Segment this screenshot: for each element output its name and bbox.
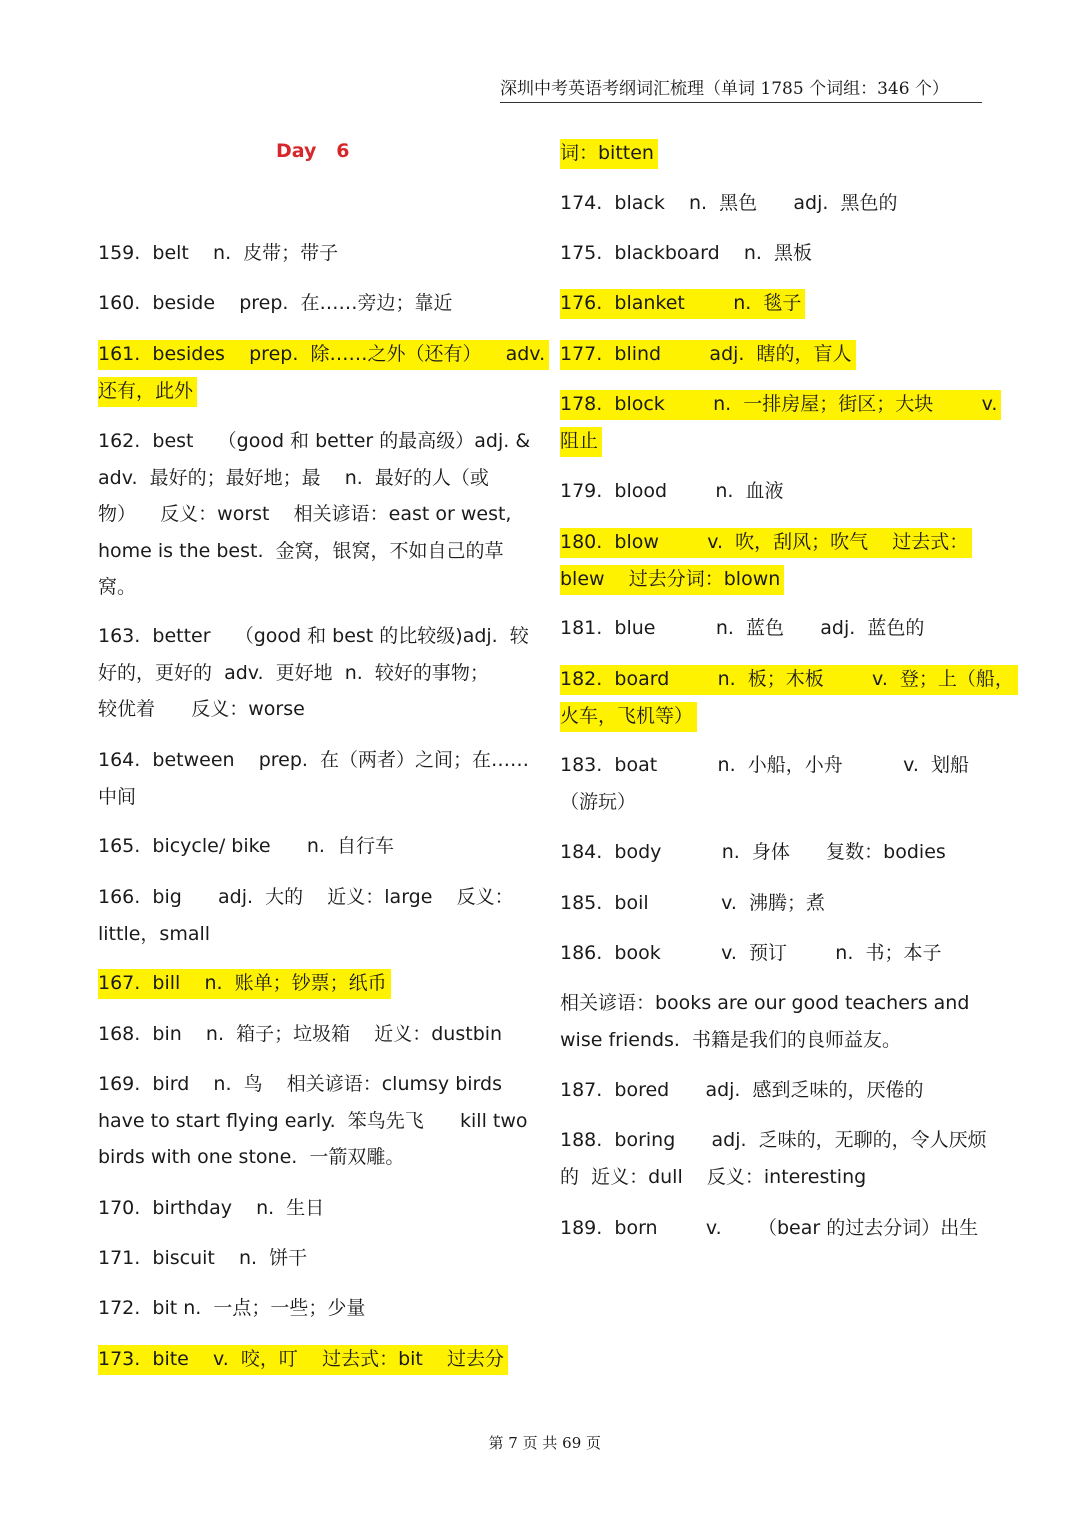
vocab-entry-text: 175. blackboard n. 黑板 [560, 242, 813, 264]
vocab-entry-text: 还有，此外 [98, 377, 197, 407]
vocab-entry [560, 661, 1018, 734]
vocab-entry [98, 1290, 365, 1327]
vocab-entry-text: 187. bored adj. 感到乏味的，厌倦的 [560, 1079, 924, 1101]
vocab-entry-text: 163. better （good 和 best 的比较级)adj. 较 [98, 625, 529, 647]
vocab-entry [98, 1341, 508, 1378]
vocab-entry-text: 188. boring adj. 乏味的，无聊的，令人厌烦 [560, 1129, 987, 1151]
vocab-entry-line [98, 569, 530, 606]
vocab-entry [98, 1190, 324, 1227]
vocab-entry-line [560, 473, 784, 510]
vocab-entry-line [98, 1139, 528, 1176]
vocab-entry [560, 285, 805, 322]
vocab-entry-line [560, 386, 1001, 423]
vocab-entry-text: 物） 反义：worst 相关谚语：east or west, [98, 503, 512, 525]
vocab-entry-line [560, 423, 1001, 460]
vocab-entry-line [560, 235, 812, 272]
vocab-entry [560, 524, 972, 597]
vocab-entry [560, 834, 946, 871]
vocab-entry-line [98, 423, 530, 460]
vocab-entry [98, 423, 530, 606]
vocab-entry-text: 184. body n. 身体 复数：bodies [560, 841, 946, 863]
vocab-entry [560, 386, 1001, 459]
vocab-entry-line [98, 655, 529, 692]
vocab-entry-line [98, 965, 391, 1002]
vocab-entry-line [560, 1072, 924, 1109]
vocab-entry-line [98, 336, 549, 373]
vocab-entry-line [98, 779, 529, 816]
vocab-entry-text: 170. birthday n. 生日 [98, 1197, 325, 1219]
vocab-entry [560, 885, 825, 922]
vocab-entry-text: 169. bird n. 鸟 相关谚语：clumsy birds [98, 1073, 502, 1095]
vocab-entry [98, 285, 453, 322]
vocab-entry-text: have to start flying early. 笨鸟先飞 kill two [98, 1109, 528, 1132]
vocab-entry-line [98, 1240, 307, 1277]
vocab-entry-text: 火车，飞机等） [560, 702, 697, 732]
vocab-entry-text: home is the best. 金窝，银窝，不如自己的草 [98, 539, 504, 562]
vocab-entry-text: 阻止 [560, 427, 602, 457]
vocab-entry-line [98, 879, 514, 916]
vocab-entry-text: 162. best （good 和 better 的最高级）adj. & [98, 430, 531, 452]
vocab-entry-text: 较优着 反义：worse [98, 698, 305, 720]
vocab-entry-line [560, 1159, 987, 1196]
vocab-entry-text: blew 过去分词：blown [560, 565, 784, 595]
vocab-entry-text: 159. belt n. 皮带；带子 [98, 242, 339, 264]
vocab-entry-line [560, 1022, 969, 1059]
vocab-entry-text: 174. black n. 黑色 adj. 黑色的 [560, 192, 898, 214]
vocab-entry-text: 相关谚语：books are our good teachers and [560, 992, 970, 1014]
vocab-entry [560, 135, 658, 172]
vocab-entry-text: 窝。 [98, 576, 137, 598]
vocab-entry-text: 173. bite v. 咬，叮 过去式：bit 过去分 [98, 1345, 508, 1375]
vocab-entry-text: 180. blow v. 吹，刮风；吹气 过去式： [560, 528, 972, 558]
vocab-entry-line [560, 885, 825, 922]
vocab-entry [98, 742, 529, 815]
vocab-entry [98, 828, 394, 865]
vocab-entry [98, 965, 391, 1002]
vocab-entry-text: 词：bitten [560, 139, 658, 169]
vocab-entry [98, 1066, 528, 1176]
vocab-entry-line [560, 747, 969, 784]
vocab-entry-line [560, 610, 924, 647]
vocab-entry-text: 中间 [98, 785, 137, 808]
vocab-entry-line [560, 524, 972, 561]
vocab-entry-text: 161. besides prep. 除……之外（还有） adv. [98, 340, 549, 370]
vocab-entry-text: 181. blue n. 蓝色 adj. 蓝色的 [560, 617, 925, 639]
vocab-entry [560, 336, 856, 373]
vocab-entry-line [98, 618, 529, 655]
vocab-entry-text: 183. boat n. 小船，小舟 v. 划船 [560, 754, 970, 776]
vocab-entry [560, 935, 941, 972]
vocab-entry-text: 165. bicycle/ bike n. 自行车 [98, 835, 395, 857]
vocab-entry-line [560, 1122, 987, 1159]
vocab-entry-text: 176. blanket n. 毯子 [560, 289, 805, 319]
vocab-entry [560, 985, 969, 1058]
vocab-entry [98, 618, 529, 728]
vocab-entry-line [98, 742, 529, 779]
vocab-entry-line [98, 1103, 528, 1140]
vocab-entry [560, 1210, 978, 1247]
vocab-entry [560, 747, 969, 820]
vocab-entry-line [98, 373, 549, 410]
vocab-entry [98, 1240, 307, 1277]
vocab-entry [560, 185, 897, 222]
vocab-entry [560, 473, 784, 510]
vocab-entry-text: little，small [98, 922, 211, 945]
vocab-entry-line [98, 285, 453, 322]
vocab-entry-line [98, 496, 530, 533]
vocab-entry-line [98, 235, 338, 272]
vocab-entry-text: 179. blood n. 血液 [560, 480, 784, 502]
page-footer [0, 1414, 1080, 1453]
vocab-entry-text: 168. bin n. 箱子；垃圾箱 近义：dustbin [98, 1023, 503, 1045]
vocab-entry-line [560, 336, 856, 373]
vocab-entry-text: 189. born v. （bear 的过去分词）出生 [560, 1217, 979, 1239]
vocab-entry [560, 235, 812, 272]
vocab-entry-text: birds with one stone. 一箭双雕。 [98, 1146, 405, 1168]
vocab-entry-text: （游玩） [560, 790, 637, 813]
vocab-entry-text: 186. book v. 预订 n. 书；本子 [560, 942, 942, 964]
vocab-entry-text: 172. bit n. 一点；一些；少量 [98, 1297, 366, 1319]
vocab-entry-text: 好的，更好的 adv. 更好地 n. 较好的事物； [98, 661, 489, 684]
vocab-entry-line [560, 985, 969, 1022]
vocab-entry-line [560, 834, 946, 871]
vocab-entry-text: 177. blind adj. 瞎的，盲人 [560, 340, 856, 370]
vocab-entry-line [98, 1341, 508, 1378]
vocab-entry-line [560, 784, 969, 821]
vocab-entry [560, 1122, 987, 1195]
vocab-entry-text: 178. block n. 一排房屋；街区；大块 v. [560, 390, 1001, 420]
vocab-entry-line [98, 691, 529, 728]
vocab-entry-text: 160. beside prep. 在……旁边；靠近 [98, 292, 453, 314]
vocab-entry-text: 171. biscuit n. 饼干 [98, 1247, 308, 1269]
vocab-entry-text: 的 近义：dull 反义：interesting [560, 1165, 867, 1188]
vocab-entry-line [560, 1210, 978, 1247]
vocab-entry-text: wise friends. 书籍是我们的良师益友。 [560, 1028, 902, 1051]
vocab-entry-line [98, 828, 394, 865]
vocab-entry [560, 610, 924, 647]
vocab-entry-line [98, 460, 530, 497]
vocab-entry-line [98, 1190, 324, 1227]
vocab-entry-line [560, 285, 805, 322]
header-title: 深圳中考英语考纲词汇梳理（单词 1785 个词组：346 个） [500, 79, 949, 99]
vocab-entry-text: 182. board n. 板；木板 v. 登；上（船， [560, 665, 1018, 695]
vocab-entry-line [98, 1290, 365, 1327]
vocab-entry [98, 336, 549, 409]
vocab-entry-line [560, 135, 658, 172]
vocab-entry-line [98, 1016, 502, 1053]
day-label: Day 6 [276, 140, 350, 162]
vocab-entry-line [560, 561, 972, 598]
vocab-entry [560, 1072, 924, 1109]
vocab-entry-text: adv. 最好的；最好地；最 n. 最好的人（或 [98, 466, 489, 489]
vocab-entry-text: 166. big adj. 大的 近义：large 反义： [98, 886, 514, 908]
page-number: 第 7 页 共 69 页 [488, 1434, 602, 1452]
vocab-entry-line [560, 698, 1018, 735]
vocab-entry-text: 164. between prep. 在（两者）之间；在…… [98, 749, 530, 771]
vocab-entry-text: 167. bill n. 账单；钞票；纸币 [98, 969, 391, 999]
vocab-entry-line [98, 916, 514, 953]
vocab-entry [98, 879, 514, 952]
vocab-entry-line [98, 1066, 528, 1103]
document-header [500, 76, 982, 103]
vocab-entry-line [98, 533, 530, 570]
vocab-entry-line [560, 185, 897, 222]
vocab-entry [98, 1016, 502, 1053]
vocab-entry-line [560, 661, 1018, 698]
vocab-entry-line [560, 935, 941, 972]
vocab-entry [98, 235, 338, 272]
vocab-entry-text: 185. boil v. 沸腾；煮 [560, 892, 825, 914]
